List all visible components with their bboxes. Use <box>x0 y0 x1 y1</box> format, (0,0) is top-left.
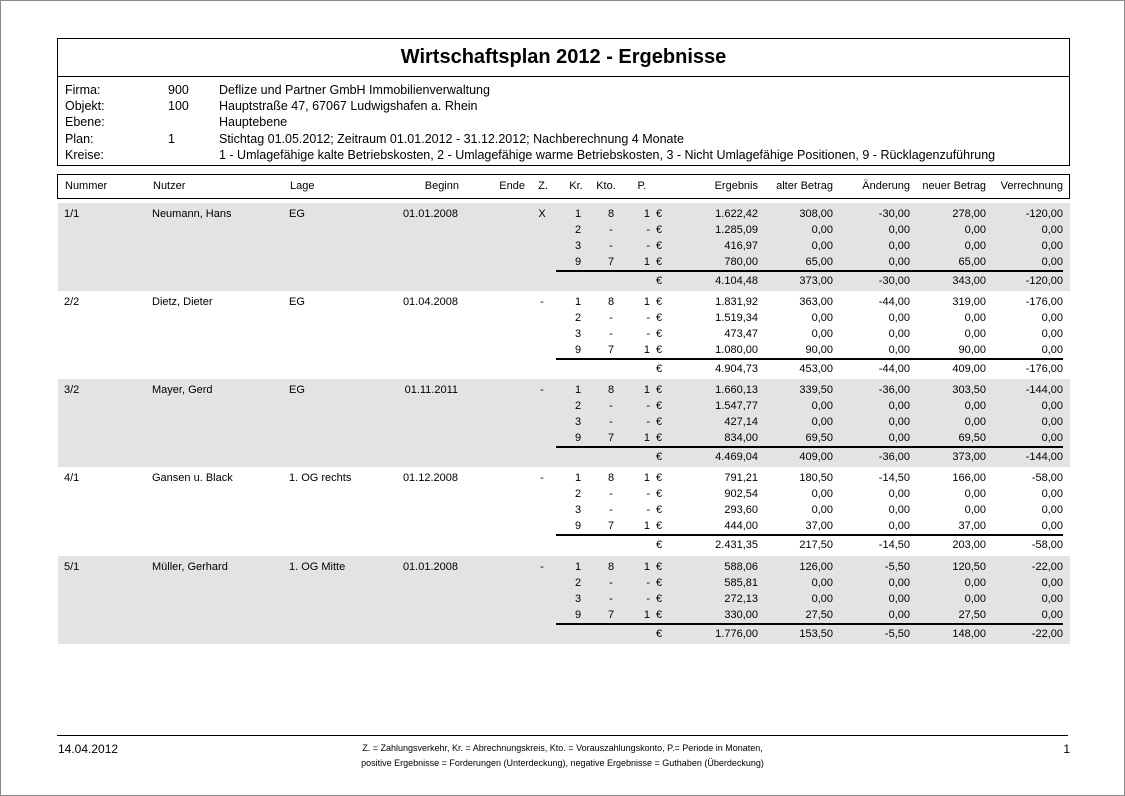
cell-periode: 1 <box>643 256 650 268</box>
cell-ergebnis: 1.622,42 <box>715 208 758 220</box>
cell-periode: 1 <box>643 561 650 573</box>
cell-konto: 7 <box>607 256 615 268</box>
col-header-p: P. <box>637 180 647 192</box>
cell-periode: 1 <box>643 609 650 621</box>
cell-kreis: 2 <box>574 488 582 500</box>
cell-verrechnung: 0,00 <box>1041 240 1063 252</box>
cell-verrechnung: 0,00 <box>1041 224 1063 236</box>
cell-aenderung: 0,00 <box>888 328 910 340</box>
total-verrechnung: -120,00 <box>1025 275 1063 287</box>
info-value: Deflize und Partner GmbH Immobilienverwaltung <box>219 83 490 97</box>
cell-ergebnis: 416,97 <box>724 240 758 252</box>
unit-group <box>58 291 1070 379</box>
cell-ergebnis: 902,54 <box>724 488 758 500</box>
cell-currency: € <box>656 432 663 444</box>
cell-aenderung: 0,00 <box>888 432 910 444</box>
cell-kreis: 9 <box>574 432 582 444</box>
cell-currency: € <box>656 577 663 589</box>
total-currency: € <box>656 451 663 463</box>
cell-periode: 1 <box>643 208 650 220</box>
cell-periode: 1 <box>643 472 650 484</box>
info-value: 1 - Umlagefähige kalte Betriebskosten, 2 - Umlagefähige warme Betriebskosten, 3 - Nicht Umlagefähige Positionen, 9 - Rücklagenzuführung <box>219 148 996 162</box>
cell-currency: € <box>656 208 663 220</box>
cell-periode: - <box>646 312 650 324</box>
info-value: Hauptebene <box>219 115 288 129</box>
info-number: 900 <box>168 83 189 97</box>
cell-konto: - <box>609 504 613 516</box>
cell-periode: 1 <box>643 384 650 396</box>
cell-kreis: 2 <box>574 224 582 236</box>
cell-aenderung: -30,00 <box>878 208 910 220</box>
cell-ergebnis: 330,00 <box>724 609 758 621</box>
info-label: Plan: <box>65 132 94 146</box>
cell-verrechnung: 0,00 <box>1041 432 1063 444</box>
cell-ergebnis: 588,06 <box>724 561 758 573</box>
total-neuer-betrag: 373,00 <box>952 451 986 463</box>
cell-currency: € <box>656 328 663 340</box>
cell-neuer-betrag: 0,00 <box>964 312 986 324</box>
cell-verrechnung: 0,00 <box>1041 593 1063 605</box>
cell-alter-betrag: 126,00 <box>799 561 833 573</box>
cell-kreis: 3 <box>574 416 582 428</box>
cell-aenderung: 0,00 <box>888 609 910 621</box>
cell-periode: - <box>646 224 650 236</box>
total-alter-betrag: 373,00 <box>799 275 833 287</box>
total-aenderung: -36,00 <box>878 451 910 463</box>
info-number: 1 <box>168 132 175 146</box>
info-label: Ebene: <box>65 115 105 129</box>
info-label: Objekt: <box>65 99 105 113</box>
cell-lage: EG <box>289 296 305 308</box>
cell-aenderung: 0,00 <box>888 312 910 324</box>
cell-currency: € <box>656 561 663 573</box>
cell-kreis: 1 <box>574 561 582 573</box>
cell-aenderung: -5,50 <box>884 561 910 573</box>
total-alter-betrag: 409,00 <box>799 451 833 463</box>
total-ergebnis: 2.431,35 <box>715 539 758 551</box>
cell-currency: € <box>656 240 663 252</box>
cell-currency: € <box>656 312 663 324</box>
cell-beginn: 01.11.2011 <box>404 384 458 396</box>
total-aenderung: -30,00 <box>878 275 910 287</box>
total-currency: € <box>656 363 663 375</box>
footer-legend-line-2: positive Ergebnisse = Forderungen (Unterdeckung), negative Ergebnisse = Guthaben (Überdeckung) <box>361 758 764 768</box>
cell-alter-betrag: 37,00 <box>805 520 833 532</box>
cell-konto: - <box>609 400 613 412</box>
cell-neuer-betrag: 166,00 <box>952 472 986 484</box>
cell-verrechnung: 0,00 <box>1041 504 1063 516</box>
cell-periode: 1 <box>643 520 650 532</box>
cell-alter-betrag: 0,00 <box>811 593 833 605</box>
cell-neuer-betrag: 0,00 <box>964 504 986 516</box>
cell-currency: € <box>656 224 663 236</box>
cell-alter-betrag: 180,50 <box>799 472 833 484</box>
cell-verrechnung: 0,00 <box>1041 577 1063 589</box>
cell-verrechnung: 0,00 <box>1041 488 1063 500</box>
cell-neuer-betrag: 0,00 <box>964 488 986 500</box>
cell-ergebnis: 1.285,09 <box>715 224 758 236</box>
total-verrechnung: -58,00 <box>1031 539 1063 551</box>
cell-ergebnis: 1.519,34 <box>715 312 758 324</box>
col-header-ende: Ende <box>499 180 525 192</box>
cell-neuer-betrag: 0,00 <box>964 593 986 605</box>
cell-ergebnis: 272,13 <box>724 593 758 605</box>
cell-zahlungsverkehr: X <box>538 208 546 220</box>
col-header-kto: Kto. <box>596 180 616 192</box>
report-title: Wirtschaftsplan 2012 - Ergebnisse <box>57 38 1070 77</box>
cell-currency: € <box>656 488 663 500</box>
cell-periode: 1 <box>643 344 650 356</box>
col-header-beginn: Beginn <box>424 180 459 192</box>
cell-konto: 7 <box>607 344 615 356</box>
total-alter-betrag: 153,50 <box>799 628 833 640</box>
cell-alter-betrag: 0,00 <box>811 577 833 589</box>
cell-konto: - <box>609 577 613 589</box>
cell-zahlungsverkehr: - <box>540 561 544 573</box>
total-aenderung: -44,00 <box>878 363 910 375</box>
cell-beginn: 01.12.2008 <box>402 472 458 484</box>
cell-ergebnis: 444,00 <box>724 520 758 532</box>
cell-aenderung: 0,00 <box>888 344 910 356</box>
cell-nummer: 4/1 <box>64 472 80 484</box>
cell-ergebnis: 1.547,77 <box>715 400 758 412</box>
cell-kreis: 1 <box>574 384 582 396</box>
cell-neuer-betrag: 319,00 <box>952 296 986 308</box>
col-header-neuer-betrag: neuer Betrag <box>922 180 986 192</box>
cell-nutzer: Dietz, Dieter <box>152 296 213 308</box>
total-ergebnis: 4.104,48 <box>715 275 758 287</box>
cell-lage: EG <box>289 208 305 220</box>
cell-ergebnis: 473,47 <box>724 328 758 340</box>
col-header-lage: Lage <box>290 180 315 192</box>
footer-legend-line-1: Z. = Zahlungsverkehr, Kr. = Abrechnungskreis, Kto. = Vorauszahlungskonto, P.= Periode in Monaten, <box>362 743 763 753</box>
cell-periode: - <box>646 488 650 500</box>
cell-kreis: 9 <box>574 609 582 621</box>
cell-verrechnung: 0,00 <box>1041 400 1063 412</box>
col-header-ergebnis: Ergebnis <box>714 180 758 192</box>
col-header-aenderung: Änderung <box>862 180 910 192</box>
cell-verrechnung: 0,00 <box>1041 312 1063 324</box>
footer-date: 14.04.2012 <box>58 742 119 756</box>
cell-lage: 1. OG rechts <box>289 472 352 484</box>
table-header <box>57 174 1070 199</box>
cell-konto: 8 <box>607 384 615 396</box>
cell-alter-betrag: 27,50 <box>805 609 833 621</box>
cell-ergebnis: 427,14 <box>724 416 758 428</box>
cell-ergebnis: 791,21 <box>724 472 758 484</box>
cell-konto: 8 <box>607 208 615 220</box>
cell-verrechnung: -176,00 <box>1025 296 1063 308</box>
total-verrechnung: -22,00 <box>1031 628 1063 640</box>
cell-aenderung: 0,00 <box>888 256 910 268</box>
cell-ergebnis: 1.080,00 <box>715 344 758 356</box>
cell-neuer-betrag: 0,00 <box>964 577 986 589</box>
cell-konto: 7 <box>607 609 615 621</box>
cell-currency: € <box>656 520 663 532</box>
cell-alter-betrag: 69,50 <box>805 432 833 444</box>
info-label: Kreise: <box>65 148 104 162</box>
total-neuer-betrag: 203,00 <box>952 539 986 551</box>
cell-alter-betrag: 0,00 <box>811 400 833 412</box>
subtotal-rule <box>556 534 1063 536</box>
cell-kreis: 1 <box>574 296 582 308</box>
subtotal-rule <box>556 623 1063 625</box>
total-neuer-betrag: 148,00 <box>952 628 986 640</box>
cell-kreis: 3 <box>574 328 582 340</box>
cell-alter-betrag: 0,00 <box>811 504 833 516</box>
cell-kreis: 1 <box>574 208 582 220</box>
cell-neuer-betrag: 69,50 <box>958 432 986 444</box>
cell-zahlungsverkehr: - <box>540 296 544 308</box>
cell-nutzer: Neumann, Hans <box>152 208 232 220</box>
footer-divider <box>57 735 1068 736</box>
cell-periode: - <box>646 593 650 605</box>
info-label: Firma: <box>65 83 101 97</box>
cell-konto: 7 <box>607 520 615 532</box>
cell-nutzer: Mayer, Gerd <box>152 384 213 396</box>
cell-verrechnung: 0,00 <box>1041 609 1063 621</box>
total-neuer-betrag: 409,00 <box>952 363 986 375</box>
cell-kreis: 9 <box>574 256 582 268</box>
cell-ergebnis: 780,00 <box>724 256 758 268</box>
cell-alter-betrag: 65,00 <box>805 256 833 268</box>
cell-neuer-betrag: 0,00 <box>964 328 986 340</box>
cell-kreis: 3 <box>574 240 582 252</box>
cell-nummer: 3/2 <box>64 384 80 396</box>
unit-group <box>58 556 1070 644</box>
cell-kreis: 3 <box>574 593 582 605</box>
total-aenderung: -5,50 <box>884 628 910 640</box>
cell-periode: - <box>646 577 650 589</box>
cell-neuer-betrag: 65,00 <box>958 256 986 268</box>
cell-neuer-betrag: 27,50 <box>958 609 986 621</box>
cell-aenderung: -36,00 <box>878 384 910 396</box>
cell-alter-betrag: 308,00 <box>799 208 833 220</box>
cell-konto: - <box>609 488 613 500</box>
cell-beginn: 01.04.2008 <box>402 296 458 308</box>
info-value: Stichtag 01.05.2012; Zeitraum 01.01.2012 - 31.12.2012; Nachberechnung 4 Monate <box>219 132 684 146</box>
total-currency: € <box>656 275 663 287</box>
cell-konto: 8 <box>607 296 615 308</box>
cell-neuer-betrag: 0,00 <box>964 224 986 236</box>
cell-konto: 8 <box>607 472 615 484</box>
cell-neuer-betrag: 0,00 <box>964 400 986 412</box>
cell-lage: EG <box>289 384 305 396</box>
cell-periode: 1 <box>643 296 650 308</box>
cell-nutzer: Müller, Gerhard <box>152 561 228 573</box>
cell-kreis: 3 <box>574 504 582 516</box>
cell-aenderung: 0,00 <box>888 593 910 605</box>
cell-neuer-betrag: 120,50 <box>952 561 986 573</box>
cell-verrechnung: 0,00 <box>1041 328 1063 340</box>
total-neuer-betrag: 343,00 <box>952 275 986 287</box>
cell-currency: € <box>656 344 663 356</box>
total-currency: € <box>656 628 663 640</box>
cell-periode: - <box>646 416 650 428</box>
cell-beginn: 01.01.2008 <box>402 208 458 220</box>
cell-aenderung: 0,00 <box>888 488 910 500</box>
cell-aenderung: -44,00 <box>878 296 910 308</box>
cell-konto: - <box>609 416 613 428</box>
cell-alter-betrag: 90,00 <box>805 344 833 356</box>
subtotal-rule <box>556 446 1063 448</box>
cell-konto: - <box>609 240 613 252</box>
cell-alter-betrag: 0,00 <box>811 312 833 324</box>
subtotal-rule <box>556 270 1063 272</box>
total-alter-betrag: 453,00 <box>799 363 833 375</box>
cell-currency: € <box>656 384 663 396</box>
footer-legend <box>300 741 825 771</box>
total-ergebnis: 4.469,04 <box>715 451 758 463</box>
cell-periode: - <box>646 328 650 340</box>
cell-periode: - <box>646 240 650 252</box>
cell-alter-betrag: 0,00 <box>811 224 833 236</box>
total-currency: € <box>656 539 663 551</box>
cell-neuer-betrag: 37,00 <box>958 520 986 532</box>
cell-aenderung: 0,00 <box>888 416 910 428</box>
unit-group <box>58 467 1070 555</box>
cell-lage: 1. OG Mitte <box>289 561 346 573</box>
cell-aenderung: 0,00 <box>888 224 910 236</box>
total-alter-betrag: 217,50 <box>799 539 833 551</box>
cell-ergebnis: 1.831,92 <box>715 296 758 308</box>
col-header-verrechnung: Verrechnung <box>1000 180 1063 192</box>
total-verrechnung: -144,00 <box>1025 451 1063 463</box>
cell-alter-betrag: 0,00 <box>811 240 833 252</box>
cell-alter-betrag: 339,50 <box>799 384 833 396</box>
cell-zahlungsverkehr: - <box>540 384 544 396</box>
col-header-alter-betrag: alter Betrag <box>776 180 833 192</box>
cell-currency: € <box>656 416 663 428</box>
cell-alter-betrag: 0,00 <box>811 416 833 428</box>
cell-alter-betrag: 0,00 <box>811 488 833 500</box>
cell-currency: € <box>656 256 663 268</box>
cell-neuer-betrag: 0,00 <box>964 416 986 428</box>
col-header-z: Z. <box>538 180 548 192</box>
cell-currency: € <box>656 609 663 621</box>
cell-konto: - <box>609 328 613 340</box>
cell-ergebnis: 585,81 <box>724 577 758 589</box>
info-number: 100 <box>168 99 189 113</box>
cell-aenderung: 0,00 <box>888 400 910 412</box>
cell-kreis: 1 <box>574 472 582 484</box>
cell-nummer: 1/1 <box>64 208 80 220</box>
cell-verrechnung: -58,00 <box>1031 472 1063 484</box>
cell-currency: € <box>656 296 663 308</box>
cell-aenderung: 0,00 <box>888 504 910 516</box>
cell-currency: € <box>656 504 663 516</box>
cell-currency: € <box>656 593 663 605</box>
cell-nutzer: Gansen u. Black <box>152 472 233 484</box>
subtotal-rule <box>556 358 1063 360</box>
cell-neuer-betrag: 0,00 <box>964 240 986 252</box>
total-ergebnis: 1.776,00 <box>715 628 758 640</box>
cell-konto: - <box>609 593 613 605</box>
cell-kreis: 2 <box>574 577 582 589</box>
cell-nummer: 2/2 <box>64 296 80 308</box>
cell-ergebnis: 293,60 <box>724 504 758 516</box>
cell-konto: 8 <box>607 561 615 573</box>
cell-konto: - <box>609 224 613 236</box>
cell-periode: 1 <box>643 432 650 444</box>
col-header-nummer: Nummer <box>65 180 108 192</box>
cell-verrechnung: 0,00 <box>1041 344 1063 356</box>
cell-neuer-betrag: 90,00 <box>958 344 986 356</box>
cell-verrechnung: 0,00 <box>1041 520 1063 532</box>
cell-verrechnung: 0,00 <box>1041 256 1063 268</box>
col-header-kr: Kr. <box>569 180 583 192</box>
unit-group <box>58 379 1070 467</box>
cell-neuer-betrag: 303,50 <box>952 384 986 396</box>
cell-currency: € <box>656 472 663 484</box>
total-ergebnis: 4.904,73 <box>715 363 758 375</box>
info-block <box>57 76 1070 166</box>
cell-kreis: 9 <box>574 344 582 356</box>
cell-aenderung: 0,00 <box>888 520 910 532</box>
total-aenderung: -14,50 <box>878 539 910 551</box>
total-verrechnung: -176,00 <box>1025 363 1063 375</box>
cell-aenderung: 0,00 <box>888 577 910 589</box>
cell-periode: - <box>646 400 650 412</box>
unit-group <box>58 203 1070 291</box>
cell-verrechnung: 0,00 <box>1041 416 1063 428</box>
cell-zahlungsverkehr: - <box>540 472 544 484</box>
page-number: 1 <box>1063 742 1070 756</box>
cell-konto: - <box>609 312 613 324</box>
cell-ergebnis: 1.660,13 <box>715 384 758 396</box>
cell-konto: 7 <box>607 432 615 444</box>
cell-aenderung: -14,50 <box>878 472 910 484</box>
cell-periode: - <box>646 504 650 516</box>
cell-verrechnung: -144,00 <box>1025 384 1063 396</box>
cell-verrechnung: -120,00 <box>1025 208 1063 220</box>
cell-neuer-betrag: 278,00 <box>952 208 986 220</box>
cell-aenderung: 0,00 <box>888 240 910 252</box>
cell-ergebnis: 834,00 <box>724 432 758 444</box>
cell-verrechnung: -22,00 <box>1031 561 1063 573</box>
col-header-nutzer: Nutzer <box>153 180 186 192</box>
cell-alter-betrag: 363,00 <box>799 296 833 308</box>
cell-kreis: 2 <box>574 400 582 412</box>
cell-nummer: 5/1 <box>64 561 80 573</box>
cell-kreis: 9 <box>574 520 582 532</box>
info-value: Hauptstraße 47, 67067 Ludwigshafen a. Rhein <box>219 99 478 113</box>
cell-kreis: 2 <box>574 312 582 324</box>
cell-beginn: 01.01.2008 <box>402 561 458 573</box>
cell-currency: € <box>656 400 663 412</box>
cell-alter-betrag: 0,00 <box>811 328 833 340</box>
